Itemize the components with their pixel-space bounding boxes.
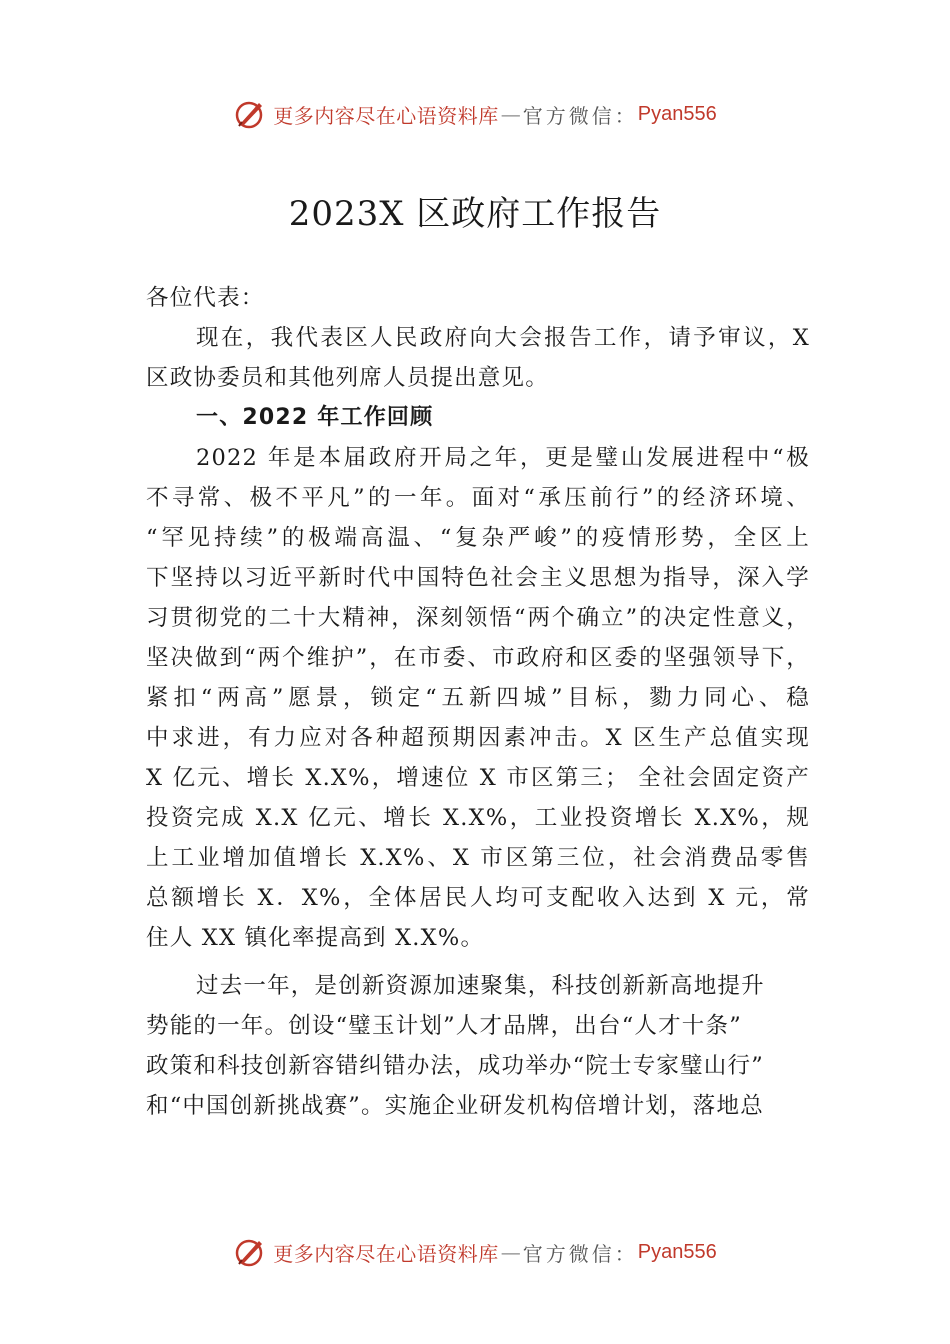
paragraph-line: 不寻常、极不平凡”的一年。面对“承压前行”的经济环境、 (146, 485, 810, 511)
section-heading: 一、2022 年工作回顾 (196, 405, 434, 430)
paragraph-line: 过去一年，是创新资源加速聚集，科技创新新高地提升 (196, 973, 765, 999)
paragraph-line: 紧扣“两高”愿景，锁定“五新四城”目标，勠力同心、稳 (146, 685, 810, 711)
banner-main-text: 更多内容尽在心语资料库 (273, 103, 499, 128)
paragraph-line: 现在，我代表区人民政府向大会报告工作，请予审议，X (196, 325, 810, 351)
paragraph-line: 习贯彻党的二十大精神，深刻领悟“两个确立”的决定性意义， (146, 605, 810, 631)
banner-separator: — (500, 1240, 521, 1264)
quill-logo-icon (233, 1235, 267, 1269)
banner-main-text: 更多内容尽在心语资料库 (273, 1241, 499, 1266)
banner-separator: — (500, 102, 521, 126)
paragraph-line: 势能的一年。创设“璧玉计划”人才品牌，出台“人才十条” (146, 1013, 742, 1039)
quill-logo-icon (233, 97, 267, 131)
paragraph-line: 坚决做到“两个维护”，在市委、市政府和区委的坚强领导下， (146, 645, 810, 671)
paragraph-line: 下坚持以习近平新时代中国特色社会主义思想为指导，深入学 (146, 565, 810, 591)
paragraph-line: “罕见持续”的极端高温、“复杂严峻”的疫情形势，全区上 (146, 525, 810, 551)
paragraph-line: 区政协委员和其他列席人员提出意见。 (146, 365, 549, 391)
paragraph-line: 和“中国创新挑战赛”。实施企业研发机构倍增计划，落地总 (146, 1093, 764, 1119)
paragraph-line: 总额增长 X．X%，全体居民人均可支配收入达到 X 元，常 (146, 885, 810, 911)
paragraph-line: 中求进，有力应对各种超预期因素冲击。X 区生产总值实现 (146, 725, 810, 751)
banner-wechat-label: 官方微信： (522, 103, 638, 128)
paragraph-line: 2022 年是本届政府开局之年，更是璧山发展进程中“极 (196, 445, 810, 471)
paragraph-line: 上工业增加值增长 X.X%、X 市区第三位，社会消费品零售 (146, 845, 810, 871)
banner-wechat-id: Pyan556 (637, 1240, 717, 1263)
footer-watermark-banner (0, 1232, 950, 1272)
salutation: 各位代表： (146, 285, 265, 311)
document-body (146, 278, 810, 1126)
document-title: 2023X 区政府工作报告 (288, 194, 662, 234)
paragraph-line: 投资完成 X.X 亿元、增长 X.X%，工业投资增长 X.X%，规 (146, 805, 810, 831)
paragraph-line: 住人 XX 镇化率提高到 X.X%。 (146, 925, 485, 951)
banner-wechat-id: Pyan556 (637, 102, 717, 125)
header-watermark-banner (0, 94, 950, 134)
banner-wechat-label: 官方微信： (522, 1241, 638, 1266)
paragraph-line: X 亿元、增长 X.X%，增速位 X 市区第三； 全社会固定资产 (146, 765, 810, 791)
paragraph-line: 政策和科技创新容错纠错办法，成功举办“院士专家璧山行” (146, 1053, 764, 1079)
